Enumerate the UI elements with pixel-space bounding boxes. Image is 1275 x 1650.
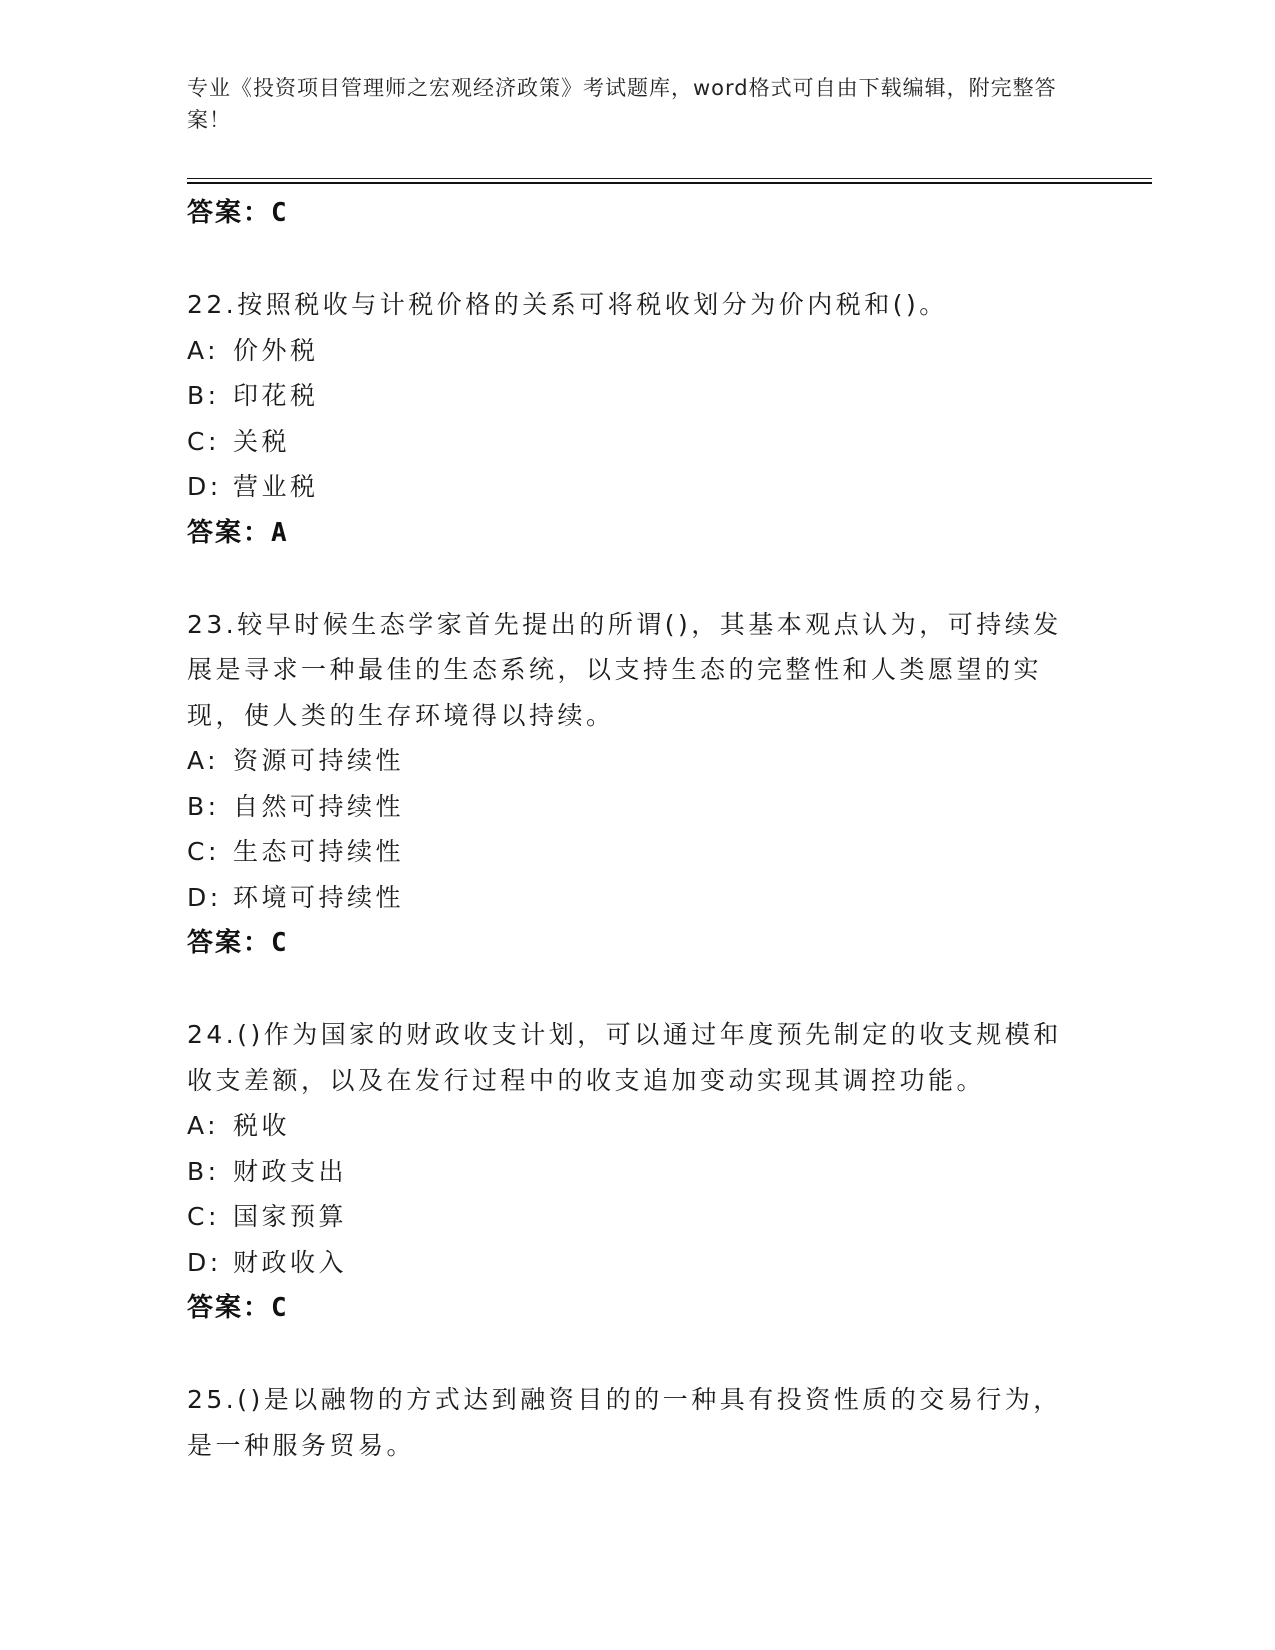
answer-label: 答案： — [187, 198, 272, 228]
question-block — [187, 1377, 1087, 1468]
option-text: 环境可持续性 — [233, 882, 405, 912]
option-key: A: — [187, 1111, 220, 1140]
answer-line — [187, 920, 1087, 966]
option-text: 营业税 — [233, 472, 319, 501]
option-a — [187, 1103, 1087, 1149]
answer-label: 答案： — [187, 517, 272, 548]
answer-line — [187, 1285, 1087, 1331]
option-d — [187, 464, 1087, 510]
answer-line — [187, 190, 1087, 236]
spacer — [187, 236, 1087, 282]
spacer — [187, 966, 1087, 1012]
option-text: 印花税 — [233, 381, 319, 410]
option-text: 资源可持续性 — [233, 746, 405, 775]
answer-line — [187, 510, 1087, 556]
option-text: 税收 — [233, 1111, 291, 1140]
option-text: 自然可持续性 — [233, 791, 405, 821]
option-d — [187, 1240, 1087, 1286]
answer-value: C — [271, 1293, 289, 1323]
option-key: D: — [187, 472, 222, 501]
document-header: 专业《投资项目管理师之宏观经济政策》考试题库，word格式可自由下载编辑，附完整答案！ — [187, 76, 1057, 132]
question-block — [187, 1012, 1087, 1331]
question-list — [187, 190, 1087, 1468]
header-rule-thick — [187, 182, 1152, 184]
answer-value: C — [271, 198, 289, 228]
option-key: C: — [187, 1202, 220, 1231]
option-a — [187, 738, 1087, 784]
option-key: D: — [187, 1247, 222, 1277]
option-c — [187, 829, 1087, 875]
option-key: B: — [187, 791, 220, 821]
question-stem: 22.按照税收与计税价格的关系可将税收划分为价内税和()。 — [187, 290, 948, 319]
option-b — [187, 784, 1087, 830]
answer-value: A — [271, 517, 289, 548]
option-text: 关税 — [233, 426, 291, 456]
option-c — [187, 419, 1087, 465]
question-stem: 25.()是以融物的方式达到融资目的的一种具有投资性质的交易行为，是一种服务贸易。 — [187, 1385, 1062, 1460]
option-key: B: — [187, 1156, 220, 1186]
option-text: 生态可持续性 — [233, 837, 405, 866]
option-key: A: — [187, 335, 220, 365]
option-key: B: — [187, 381, 220, 410]
question-block — [187, 602, 1087, 967]
option-text: 国家预算 — [233, 1202, 348, 1231]
spacer — [187, 1331, 1087, 1377]
option-d — [187, 875, 1087, 921]
header-rule-thin — [187, 178, 1152, 179]
option-text: 财政收入 — [233, 1247, 348, 1277]
answer-label: 答案： — [187, 1293, 272, 1323]
option-text: 财政支出 — [233, 1156, 348, 1186]
question-stem: 24.()作为国家的财政收支计划，可以通过年度预先制定的收支规模和收支差额，以及在发行过程中的收支追加变动实现其调控功能。 — [187, 1020, 1062, 1095]
question-stem: 23.较早时候生态学家首先提出的所谓()，其基本观点认为，可持续发展是寻求一种最佳的生态系统，以支持生态的完整性和人类愿望的实现，使人类的生存环境得以持续。 — [187, 609, 1062, 730]
spacer — [187, 556, 1087, 602]
option-key: C: — [187, 426, 220, 456]
option-key: C: — [187, 837, 220, 866]
option-b — [187, 373, 1087, 419]
option-a — [187, 328, 1087, 374]
question-block — [187, 282, 1087, 556]
option-key: A: — [187, 746, 220, 775]
answer-value: C — [271, 928, 289, 958]
option-key: D: — [187, 882, 222, 912]
option-c — [187, 1194, 1087, 1240]
option-b — [187, 1149, 1087, 1195]
answer-label: 答案： — [187, 928, 272, 958]
option-text: 价外税 — [233, 335, 319, 365]
